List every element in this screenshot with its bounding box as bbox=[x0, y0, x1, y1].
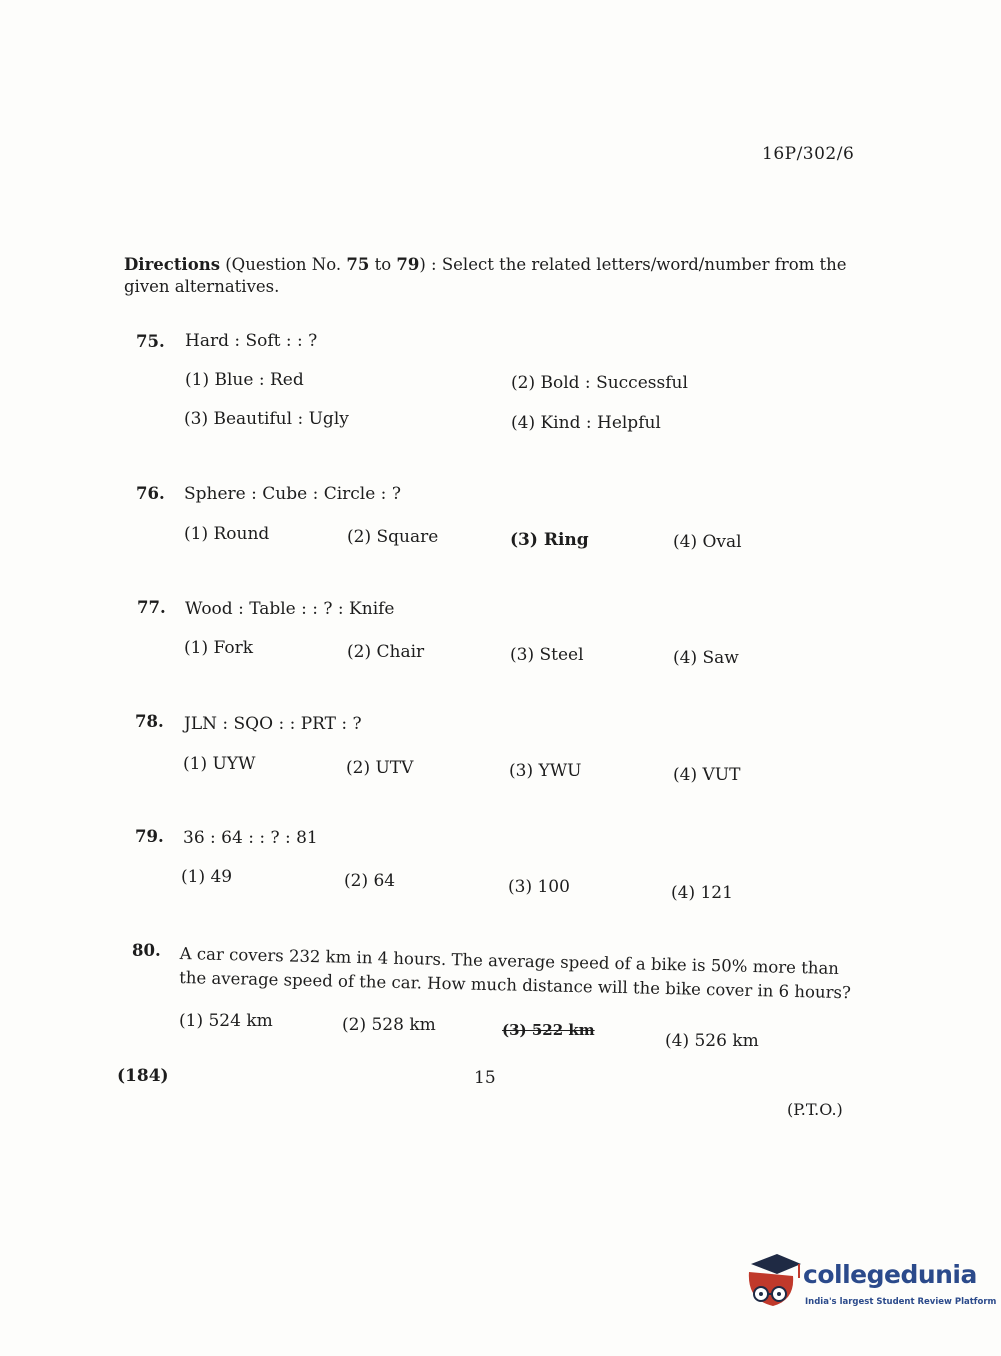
option: (2) Square bbox=[347, 527, 439, 547]
option: (2) 64 bbox=[344, 871, 396, 891]
option: (2) 528 km bbox=[342, 1015, 436, 1035]
directions-text-b: ) : Select the related letters/word/number from the given alternatives. bbox=[124, 255, 847, 296]
option: (4) VUT bbox=[673, 765, 741, 785]
page-number: 15 bbox=[474, 1068, 496, 1088]
option: (2) UTV bbox=[346, 758, 414, 778]
option: (3) Steel bbox=[510, 645, 584, 665]
question-text: A car covers 232 km in 4 hours. The average speed of a bike is 50% more than the average speed of the car. How much distance will the bike cover in 6 hours? bbox=[178, 943, 852, 1003]
question-text: Wood : Table : : ? : Knife bbox=[185, 599, 395, 619]
question-text: Hard : Soft : : ? bbox=[185, 331, 318, 351]
directions-mid: to bbox=[369, 255, 397, 274]
option: (3) Ring bbox=[510, 530, 589, 550]
question-number: 75. bbox=[136, 332, 165, 351]
question-number: 78. bbox=[135, 712, 164, 731]
collegedunia-mascot-icon bbox=[743, 1250, 803, 1310]
option: (3) 100 bbox=[508, 877, 570, 897]
option: (3) Beautiful : Ugly bbox=[184, 409, 349, 429]
option: (4) Saw bbox=[673, 648, 739, 668]
option: (1) UYW bbox=[183, 754, 256, 774]
question-number: 76. bbox=[136, 484, 165, 503]
option: (1) 524 km bbox=[179, 1011, 273, 1031]
directions-to: 79 bbox=[396, 255, 420, 274]
option: (2) Chair bbox=[347, 642, 425, 662]
question-number: 77. bbox=[137, 598, 166, 617]
question-text: 36 : 64 : : ? : 81 bbox=[183, 828, 318, 848]
pto-note: (P.T.O.) bbox=[787, 1100, 843, 1119]
option: (4) 526 km bbox=[665, 1031, 759, 1051]
option: (4) Oval bbox=[673, 532, 742, 552]
directions-text-a: (Question No. bbox=[220, 255, 347, 274]
option: (3) YWU bbox=[509, 761, 582, 781]
option: (1) 49 bbox=[181, 867, 233, 887]
question-text: Sphere : Cube : Circle : ? bbox=[184, 484, 401, 504]
directions bbox=[124, 254, 864, 298]
question-number: 79. bbox=[135, 827, 164, 846]
logo-wordmark: collegedunia bbox=[803, 1260, 977, 1289]
paper-code: 16P/302/6 bbox=[762, 144, 855, 164]
option: (1) Round bbox=[184, 524, 270, 544]
question-number: 80. bbox=[132, 941, 161, 960]
option: (3) 522 km bbox=[502, 1021, 595, 1039]
paper-series-code: (184) bbox=[117, 1066, 169, 1086]
option: (4) Kind : Helpful bbox=[511, 413, 661, 433]
logo-tagline: India's largest Student Review Platform bbox=[805, 1297, 997, 1307]
option: (1) Blue : Red bbox=[185, 370, 304, 390]
option: (2) Bold : Successful bbox=[511, 373, 688, 393]
directions-from: 75 bbox=[346, 255, 370, 274]
directions-label: Directions bbox=[124, 255, 220, 274]
option: (4) 121 bbox=[671, 883, 733, 903]
option: (1) Fork bbox=[184, 638, 254, 658]
question-text: JLN : SQO : : PRT : ? bbox=[184, 714, 362, 734]
